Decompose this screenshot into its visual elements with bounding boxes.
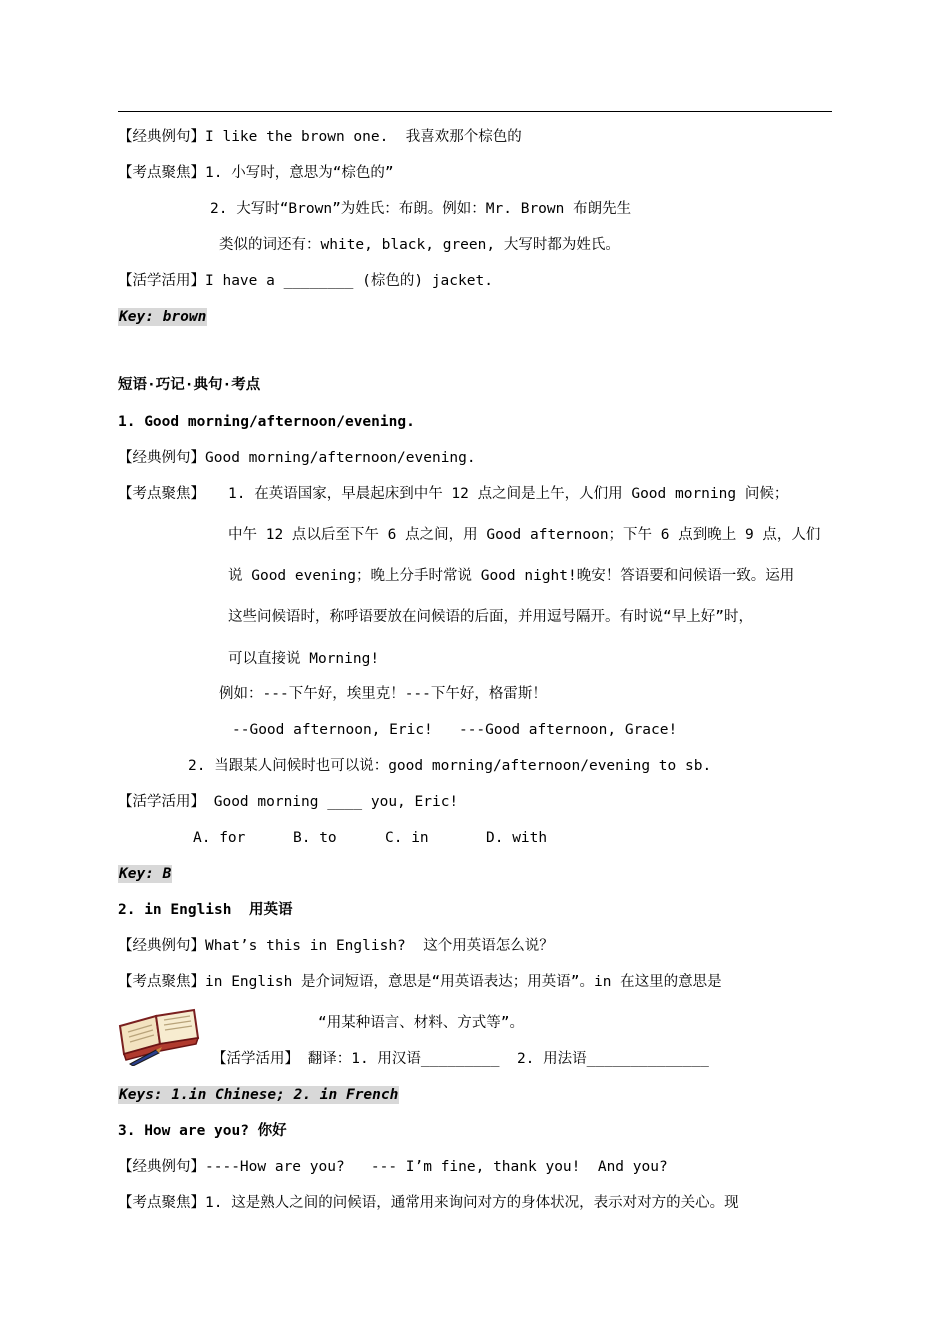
p1-focus-2: 2. 当跟某人问候时也可以说：good morning/afternoon/evening to sb. xyxy=(188,758,712,774)
p1-option-d: D. with xyxy=(486,830,548,846)
p1-focus-line-5: 可以直接说 Morning! xyxy=(228,651,380,667)
p2-example: 【经典例句】What’s this in English? 这个用英语怎么说？ xyxy=(118,938,554,954)
s1-focus-2: 2. 大写时“Brown”为姓氏：布朗。例如：Mr. Brown 布朗先生 xyxy=(210,201,632,217)
p1-option-a: A. for xyxy=(193,830,246,846)
s1-focus-3: 类似的词还有：white, black, green, 大写时都为姓氏。 xyxy=(219,237,620,253)
section-title: 短语·巧记·典句·考点 xyxy=(118,377,261,393)
p1-example: 【经典例句】Good morning/afternoon/evening. xyxy=(118,450,476,466)
p1-example-cn: 例如：---下午好，埃里克！---下午好，格雷斯！ xyxy=(219,686,547,702)
p1-key: Key: B xyxy=(119,866,172,882)
p1-focus-line-4: 这些问候语时，称呼语要放在问候语的后面，并用逗号隔开。有时说“早上好”时， xyxy=(228,609,753,625)
p1-title: 1. Good morning/afternoon/evening. xyxy=(118,414,415,430)
p2-title: 2. in English 用英语 xyxy=(118,902,293,918)
s1-practice: 【活学活用】I have a ________ (棕色的) jacket. xyxy=(118,273,493,289)
p3-title: 3. How are you? 你好 xyxy=(118,1123,287,1139)
header-rule xyxy=(118,111,832,112)
p1-practice: 【活学活用】 Good morning ____ you, Eric! xyxy=(118,794,459,810)
s1-example: 【经典例句】I like the brown one. 我喜欢那个棕色的 xyxy=(118,129,522,145)
p3-example: 【经典例句】----How are you? --- I’m fine, thank you! And you? xyxy=(118,1159,668,1175)
p1-focus-line-3: 说 Good evening；晚上分手时常说 Good night!晚安！答语要和问候语一致。运用 xyxy=(228,568,795,584)
s1-focus-1: 【考点聚焦】1. 小写时，意思为“棕色的” xyxy=(118,165,394,181)
p2-key: Keys: 1.in Chinese; 2. in French xyxy=(119,1087,399,1103)
p1-option-b: B. to xyxy=(293,830,337,846)
p2-focus-line-1: 【考点聚焦】in English 是介词短语，意思是“用英语表达；用英语”。in 在这里的意思是 xyxy=(118,974,722,990)
open-book-with-pen-icon xyxy=(116,1004,202,1066)
s1-key: Key: brown xyxy=(119,309,207,325)
p1-example-en: --Good afternoon, Eric! ---Good afternoon, Grace! xyxy=(232,722,678,738)
p2-focus-line-2: “用某种语言、材料、方式等”。 xyxy=(318,1015,524,1031)
p1-focus-line-2: 中午 12 点以后至下午 6 点之间，用 Good afternoon；下午 6 点到晚上 9 点，人们 xyxy=(228,527,821,543)
p1-option-c: C. in xyxy=(385,830,429,846)
p1-focus-line-1: 1. 在英语国家，早晨起床到中午 12 点之间是上午，人们用 Good morning 问候； xyxy=(228,486,789,502)
p3-focus-line-1: 【考点聚焦】1. 这是熟人之间的问候语，通常用来询问对方的身体状况，表示对对方的关心。现 xyxy=(118,1195,739,1211)
p1-focus-label: 【考点聚焦】 xyxy=(118,486,205,502)
p2-practice: 【活学活用】 翻译：1. 用汉语_________ 2. 用法语______________ xyxy=(212,1051,709,1067)
